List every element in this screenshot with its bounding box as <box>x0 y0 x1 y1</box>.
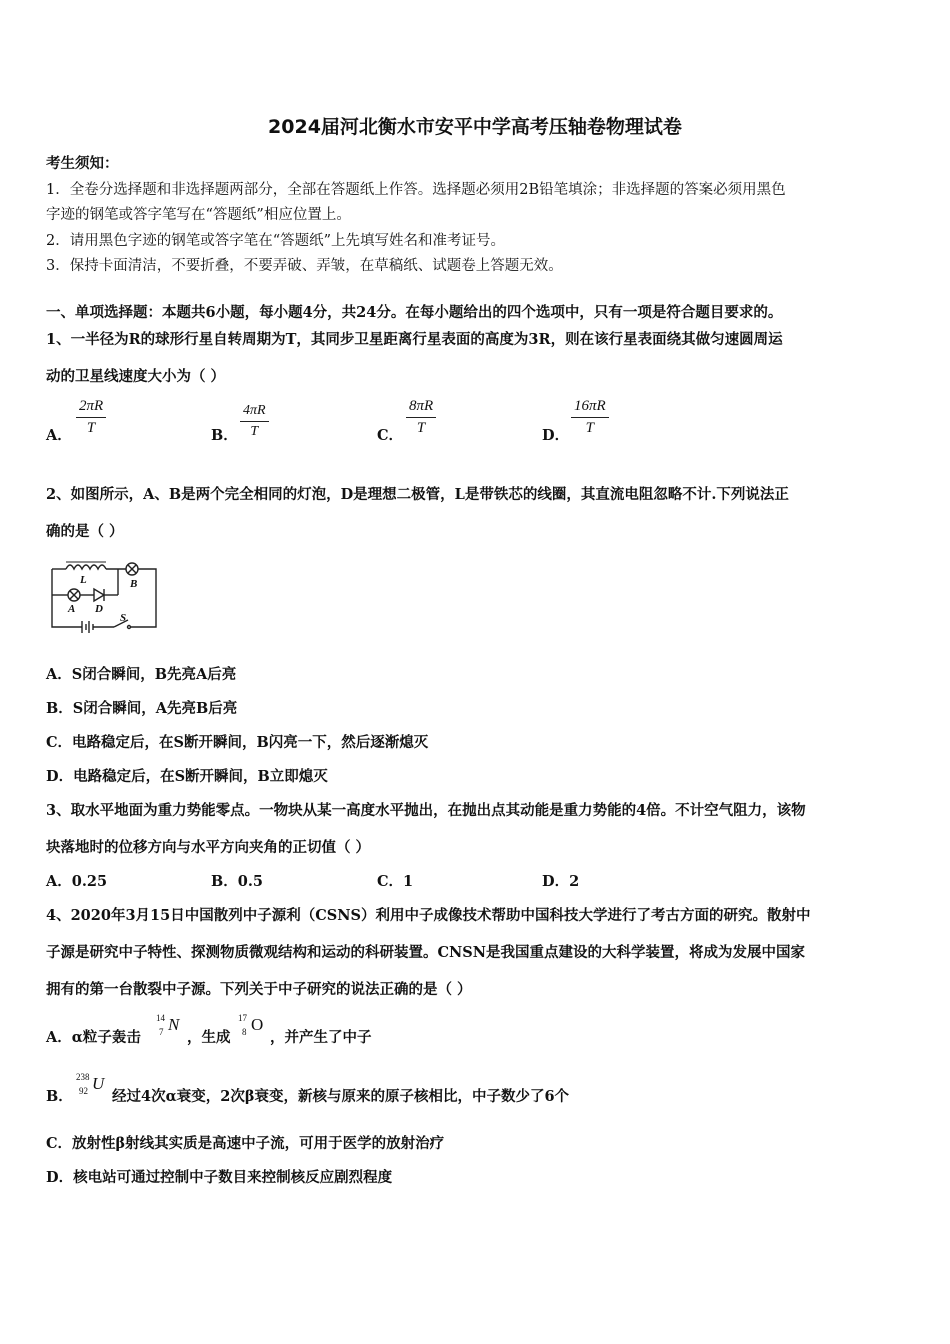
circuit-label-D: D <box>95 603 103 615</box>
question-4-option-a: A．α粒子轰击 <box>46 1029 141 1046</box>
question-2-option: A．S闭合瞬间，B先亮A后亮 <box>46 666 237 683</box>
option-label: D． <box>542 427 570 444</box>
question-2-option: C．电路稳定后，在S断开瞬间，B闪亮一下，然后逐渐熄灭 <box>46 734 429 751</box>
section-heading: 一、单项选择题：本题共6小题，每小题4分，共24分。在每小题给出的四个选项中，只有一项是符合题目要求的。 <box>46 304 783 321</box>
nitrogen-isotope: 14 7 N <box>156 1013 180 1037</box>
uranium-isotope: 238 92 U <box>76 1072 105 1096</box>
question-2-option: B．S闭合瞬间，A先亮B后亮 <box>46 700 238 717</box>
question-3-option: A．0.25 <box>46 873 108 890</box>
page-title: 2024届河北衡水市安平中学高考压轴卷物理试卷 <box>268 116 682 138</box>
question-4-option-a: ，生成 <box>187 1029 231 1046</box>
question-1-text: 1、一半径为R的球形行星自转周期为T，其同步卫星距离行星表面的高度为3R，则在该行星表面绕其做匀速圆周运 <box>46 331 783 348</box>
oxygen-isotope: 17 8 O <box>238 1013 264 1037</box>
notice-item: 字迹的钢笔或答字笔写在“答题纸”相应位置上。 <box>46 207 351 223</box>
option-label: C． <box>377 427 404 444</box>
notice-item: 1．全卷分选择题和非选择题两部分，全部在答题纸上作答。选择题必须用2B铅笔填涂；非选择题的答案必须用黑色 <box>46 182 786 198</box>
notice-item: 2．请用黑色字迹的钢笔或答字笔在“答题纸”上先填写姓名和准考证号。 <box>46 233 506 249</box>
question-4-option-b: B． <box>46 1088 73 1105</box>
option-label: B． <box>211 427 238 444</box>
option-fraction: $\frac{16\pi R}{T}$ <box>571 398 609 437</box>
question-3-option: B．0.5 <box>211 873 263 890</box>
question-4-option-c: C．放射性β射线其实质是高速中子流，可用于医学的放射治疗 <box>46 1135 445 1152</box>
question-4-option-a: ，并产生了中子 <box>270 1029 372 1046</box>
question-3-option: C．1 <box>377 873 414 890</box>
question-3-option: D．2 <box>542 873 580 890</box>
circuit-label-S: S <box>120 612 127 624</box>
question-4-text: 子源是研究中子特性、探测物质微观结构和运动的科研装置。CNSN是我国重点建设的大科学装置，将成为发展中国家 <box>46 944 806 961</box>
notice-heading: 考生须知： <box>46 155 119 172</box>
option-fraction: $\frac{4\pi R}{T}$ <box>240 403 269 440</box>
question-3-text: 块落地时的位移方向与水平方向夹角的正切值（ ） <box>46 839 371 856</box>
circuit-label-B: B <box>130 578 138 590</box>
circuit-label-L: L <box>80 574 87 586</box>
option-fraction: $\frac{8\pi R}{T}$ <box>406 398 436 437</box>
question-4-text: 拥有的第一台散裂中子源。下列关于中子研究的说法正确的是（ ） <box>46 981 472 998</box>
question-4-text: 4、2020年3月15日中国散列中子源利（CSNS）利用中子成像技术帮助中国科技大学进行了考古方面的研究。散射中 <box>46 907 811 924</box>
question-3-text: 3、取水平地面为重力势能零点。一物块从某一高度水平抛出，在抛出点其动能是重力势能的4倍。不计空气阻力，该物 <box>46 802 806 819</box>
question-4-option-b: 经过4次α衰变，2次β衰变，新核与原来的原子核相比，中子数少了6个 <box>112 1088 570 1105</box>
question-2-text: 确的是（ ） <box>46 523 124 540</box>
notice-item: 3．保持卡面清洁，不要折叠，不要弄破、弄皱，在草稿纸、试题卷上答题无效。 <box>46 258 563 274</box>
circuit-diagram <box>46 555 164 635</box>
option-fraction: $\frac{2\pi R}{T}$ <box>76 398 106 437</box>
option-label: A． <box>46 427 72 444</box>
question-2-option: D．电路稳定后，在S断开瞬间，B立即熄灭 <box>46 768 328 785</box>
question-2-text: 2、如图所示，A、B是两个完全相同的灯泡，D是理想二极管，L是带铁芯的线圈，其直流电阻忽略不计.下列说法正 <box>46 486 789 503</box>
question-4-option-d: D．核电站可通过控制中子数目来控制核反应剧烈程度 <box>46 1169 393 1186</box>
circuit-label-A: A <box>68 603 76 615</box>
question-1-text: 动的卫星线速度大小为（ ） <box>46 368 226 385</box>
